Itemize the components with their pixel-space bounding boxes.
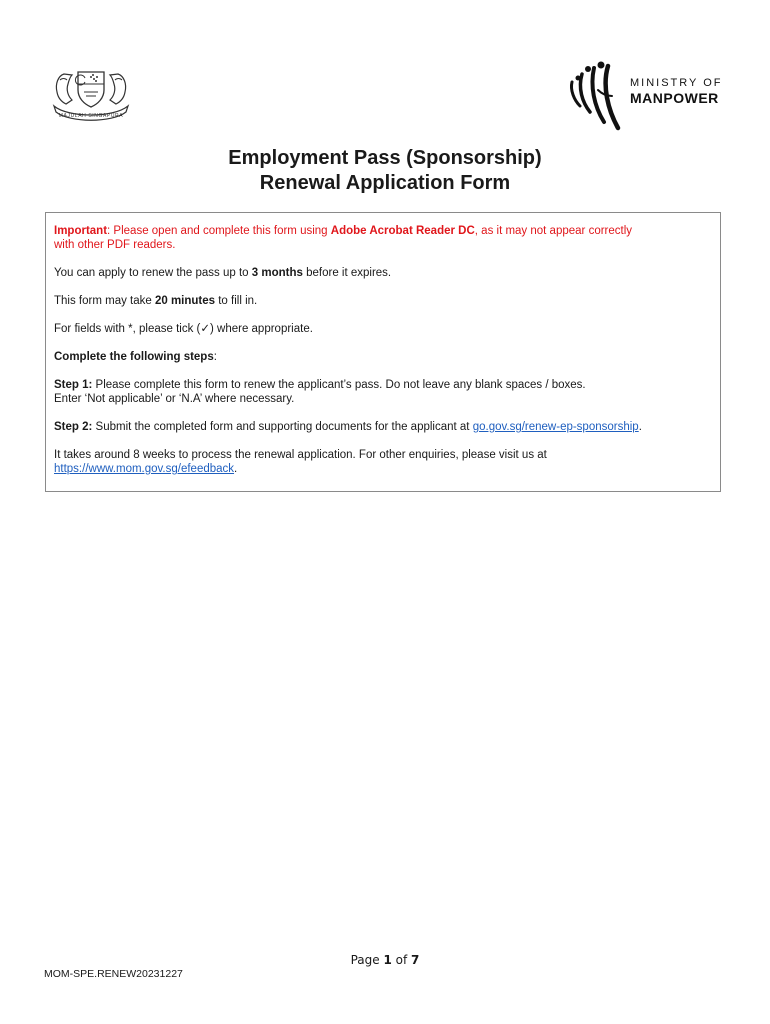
form-title-line1: Employment Pass (Sponsorship): [228, 147, 542, 169]
mom-figures-icon: [568, 60, 628, 132]
important-text-1: : Please open and complete this form using: [107, 225, 331, 237]
important-text-2: , as it may not appear correctly: [474, 225, 633, 237]
document-code: MOM-SPE.RENEW20231227: [44, 968, 183, 980]
step-2-label: Step 2:: [54, 421, 93, 433]
mom-logo: [568, 60, 728, 132]
time-minutes: 20 minutes: [154, 295, 216, 307]
enquiry-text-line: It takes around 8 weeks to process the renewal application. For other enquiries, please visit us at: [54, 449, 547, 461]
mom-wordmark-line2: MANPOWER: [630, 90, 719, 106]
mom-wordmark: [630, 78, 730, 105]
time-estimate-text: [54, 294, 710, 308]
singapore-crest-logo: [50, 60, 132, 124]
efeedback-link[interactable]: https://www.mom.gov.sg/efeedback: [54, 463, 235, 475]
crest-emblem-icon: [50, 60, 132, 124]
page-current: 1: [383, 953, 392, 967]
step-1-label: Step 1:: [54, 379, 93, 391]
important-app-name: Adobe Acrobat Reader DC: [330, 225, 475, 237]
step-1-text-2: Enter ‘Not applicable’ or ‘N.A’ where necessary.: [54, 393, 295, 405]
form-title: [0, 146, 770, 196]
form-title-line2: Renewal Application Form: [259, 172, 511, 194]
step-2-text: Submit the completed form and supporting documents for the applicant at: [92, 421, 473, 433]
tick-instruction-text: For fields with *, please tick (✓) where appropriate.: [54, 323, 313, 335]
renew-window-text: [54, 266, 710, 280]
time-suffix: to fill in.: [215, 295, 258, 307]
page-of: of: [391, 953, 412, 967]
step-2-end: .: [638, 421, 642, 433]
mom-wordmark-line1: MINISTRY OF: [630, 77, 723, 89]
steps-heading-text: Complete the following steps: [54, 351, 214, 363]
page-number: [0, 953, 770, 967]
enquiry-text: [54, 448, 710, 476]
enquiry-end: .: [234, 463, 238, 475]
renew-prefix: You can apply to renew the pass up to: [54, 267, 252, 279]
step-1-text: Please complete this form to renew the applicant’s pass. Do not leave any blank spaces / boxes.: [92, 379, 586, 391]
page-word: Page: [350, 953, 384, 967]
step-2: [54, 420, 710, 434]
renew-ep-sponsorship-link[interactable]: go.gov.sg/renew-ep-sponsorship: [472, 421, 639, 433]
important-notice: [54, 224, 710, 252]
steps-heading: [54, 350, 710, 364]
steps-heading-colon: :: [213, 351, 217, 363]
important-label: Important: [54, 225, 108, 237]
step-1: [54, 378, 710, 406]
important-text-3: with other PDF readers.: [54, 239, 176, 251]
instructions-box: [45, 212, 721, 492]
renew-months: 3 months: [251, 267, 303, 279]
page-total: 7: [411, 953, 420, 967]
renew-suffix: before it expires.: [302, 267, 392, 279]
time-prefix: This form may take: [54, 295, 155, 307]
crest-motto-text: MAJULAH SINGAPURA: [58, 113, 124, 119]
